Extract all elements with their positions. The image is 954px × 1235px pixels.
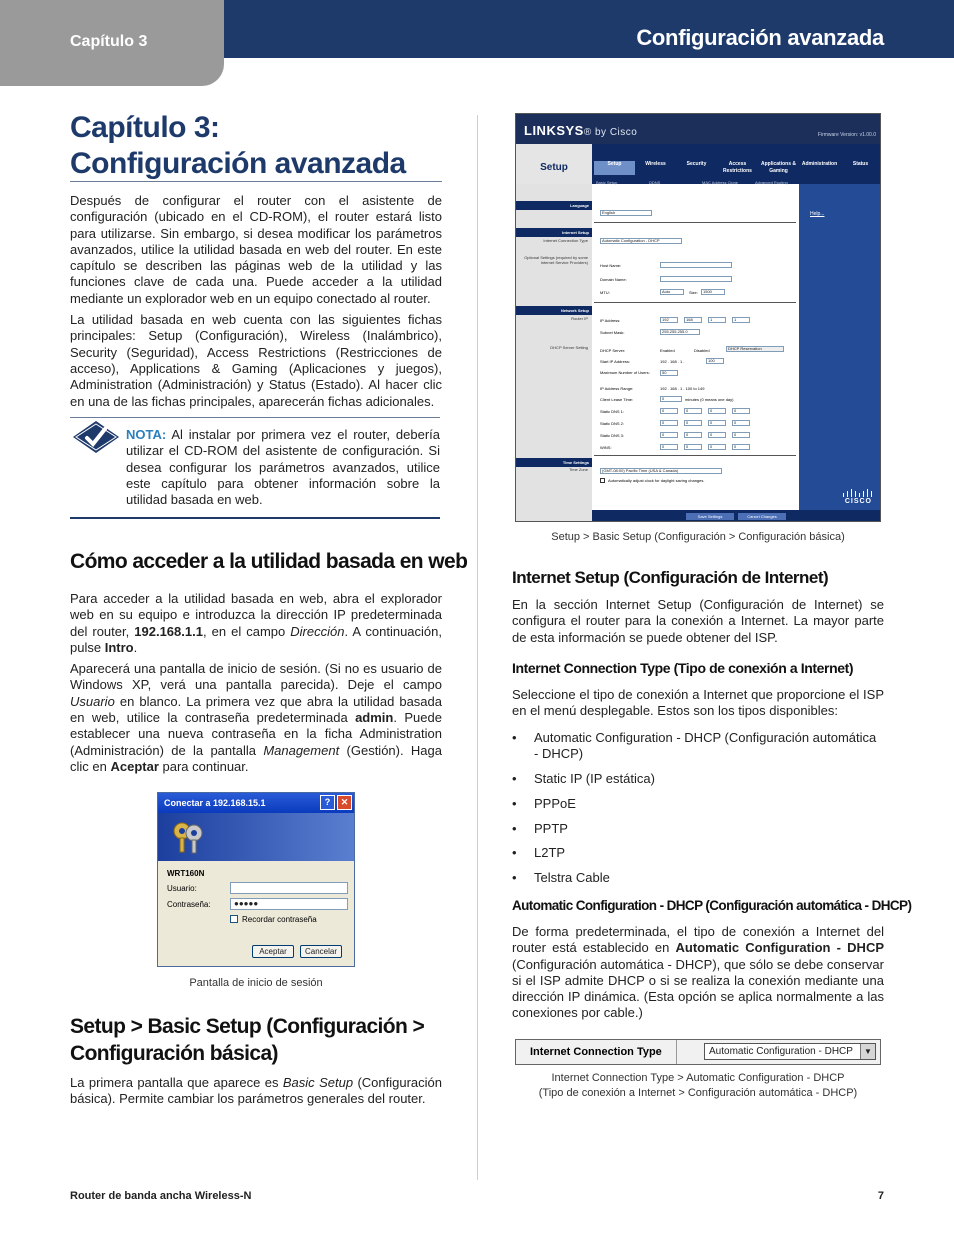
router-ip-label: Router IP [571,316,588,321]
dns2-octet-1[interactable]: 0 [660,420,678,426]
dns1-octet-2[interactable]: 0 [684,408,702,414]
tab-security[interactable]: Security [686,161,707,167]
basic-setup-heading-line1: Setup > Basic Setup (Configuración > [70,1015,425,1038]
tab-bar [594,161,881,175]
logo-text: LINKSYS [524,123,584,138]
intro-block [70,193,442,410]
language-select[interactable]: English [600,210,652,216]
chapter-tab-label: Capítulo 3 [70,33,148,50]
basic-setup-heading [70,1013,424,1067]
dst-label: Automatically adjust clock for daylight saving changes. [608,478,705,483]
ict-caption-line2: (Tipo de conexión a Internet > Configuración automática - DHCP) [538,1087,858,1099]
dns3-octet-4[interactable]: 0 [732,432,750,438]
access-paragraph-1 [70,591,442,656]
user-field-ref: Usuario [70,693,115,709]
tab-setup[interactable]: Setup [594,161,635,175]
auto-dhcp-paragraph [512,924,884,1022]
text-run: (Configuración básica). Permite cambiar los parámetros generales del router. [70,1075,443,1107]
ip-octet-2[interactable]: 168 [684,317,702,323]
optional-settings-label: Optional Settings (required by some Internet Service Providers) [524,255,588,265]
accept-ref: Aceptar [110,758,159,774]
cisco-logo: CISCO [844,498,872,505]
ip-octet-3[interactable]: 1 [708,317,726,323]
text-run: . A continuación, pulse [70,623,442,655]
remember-label: Recordar contraseña [242,915,317,924]
host-name-label: Host Name: [600,263,622,268]
time-zone-label: Time Zone [569,467,588,472]
separator [594,222,796,223]
text-run: para continuar. [158,758,249,774]
checkmark-icon [72,420,120,454]
subtab-basic-setup[interactable]: Basic Setup [596,180,618,185]
tab-wireless[interactable]: Wireless [645,161,666,167]
help-link[interactable]: Help... [810,211,825,217]
ip-range-value: 192 . 168 . 1 . 100 to 149 [660,386,705,391]
text-run: (Gestión). Haga clic en [70,742,442,774]
mtu-size-input[interactable]: 1500 [701,289,725,295]
wins-octet-4[interactable]: 0 [732,444,750,450]
subnet-mask-label: Subnet Mask: [600,330,625,335]
intro-paragraph-2: La utilidad basada en web cuenta con las siguientes fichas principales: Setup (Configuración), Wireless (Inalámbrico), Security (Seguridad), Access Restrictions (Restricciones de acceso), Applications & Gaming (Aplicaciones y juegos), Administration (Administración) y Status (Estado). Al hacer clic en una de las fichas principales, aparecerán fichas adicionales. [70,312,442,409]
dhcp-reservation-button[interactable]: DHCP Reservation [726,346,784,352]
login-titlebar [158,793,354,813]
ict-caption [515,1071,881,1101]
dns3-octet-1[interactable]: 0 [660,432,678,438]
domain-name-input[interactable] [660,276,732,282]
list-item: • Telstra Cable [512,870,884,886]
basic-setup-block [70,1075,442,1108]
internet-setup-heading: Internet Setup (Configuración de Internet) [512,568,829,587]
screenshot-help-column [799,184,881,522]
ict-caption-line1: Internet Connection Type > Automatic Configuration - DHCP [551,1072,845,1084]
dns2-octet-4[interactable]: 0 [732,420,750,426]
screenshot-button-bar [592,510,881,522]
tab-status[interactable]: Status [852,161,869,167]
access-heading: Cómo acceder a la utilidad basada en web [70,550,468,573]
login-caption: Pantalla de inicio de sesión [189,977,323,989]
chapter-title-line2: Configuración avanzada [70,147,406,180]
list-item: • L2TP [512,845,884,861]
chapter-tab [0,0,224,86]
dns2-octet-2[interactable]: 0 [684,420,702,426]
section-network-setup: Network Setup [516,306,592,315]
close-icon[interactable]: ✕ [337,795,352,810]
login-dialog-screenshot [157,792,355,967]
time-zone-select[interactable]: (GMT-08:00) Pacific Time (USA & Canada) [600,468,722,474]
remember-checkbox[interactable] [230,915,238,923]
ict-select[interactable]: Automatic Configuration - DHCP [600,238,682,244]
text-run: La primera pantalla que aparece es [70,1075,283,1090]
logo-suffix: ® by Cisco [583,127,638,138]
keys-icon [168,819,208,855]
access-paragraph-2 [70,661,442,775]
max-users-label: Maximum Number of Users: [600,370,650,375]
internet-setup-paragraph: En la sección Internet Setup (Configuración de Internet) se configura el router para la conexión a Internet. La mayor parte de esta información se puede obtener del ISP. [512,597,884,645]
ip-range-label: IP Address Range: [600,386,634,391]
setup-screenshot [515,113,881,522]
note-body: Al instalar por primera vez el router, debería utilizar el CD-ROM del asistente de configuración. Si desea configurar los parámetros avanzados, utilice este capítulo para obtener información sobre la utilidad basada en web. [126,427,440,508]
dhcp-disabled-radio[interactable]: Disabled [694,348,710,353]
lease-time-label: Client Lease Time: [600,397,634,402]
cisco-bars-icon [842,488,874,498]
title-rule [70,181,442,182]
dns3-octet-2[interactable]: 0 [684,432,702,438]
ict-paragraph: Seleccione el tipo de conexión a Internet que proporcione el ISP en el menú desplegable. Estos son los tipos disponibles: [512,687,884,719]
text-run: en blanco. La primera vez que abra la utilidad basada en web, utilice la contraseña predeterminada [70,693,442,726]
screenshot-topbar [516,114,881,144]
start-ip-input[interactable]: 100 [706,358,724,364]
ict-widget-value: Automatic Configuration - DHCP [709,1046,853,1057]
cancel-button[interactable]: Cancelar [300,945,342,958]
footer-product: Router de banda ancha Wireless-N [70,1190,252,1202]
password-input[interactable]: ●●●●● [230,898,348,910]
max-users-input[interactable]: 50 [660,370,678,376]
dns2-octet-3[interactable]: 0 [708,420,726,426]
enter-key-ref: Intro [104,639,134,655]
section-internet-setup: Internet Setup [516,228,592,237]
dns3-octet-3[interactable]: 0 [708,432,726,438]
list-item: • PPTP [512,821,884,837]
chapter-title [70,110,442,182]
note-text [126,427,440,508]
ok-button[interactable]: Aceptar [252,945,294,958]
basic-setup-heading-line2: Configuración básica) [70,1042,278,1065]
address-field-ref: Dirección [290,623,345,639]
auto-dhcp-block [512,924,884,1022]
start-ip-prefix: 192 . 168 . 1 . [660,359,685,364]
subtab-ddns[interactable]: DDNS [649,180,661,185]
text-run: Aparecerá una pantalla de inicio de sesión. (Si no es usuario de Windows XP, verá una pantalla parecida). Deje el campo [70,661,442,693]
dns3-label: Static DNS 3: [600,433,625,438]
dns1-octet-1[interactable]: 0 [660,408,678,414]
mtu-size-label: Size: [689,290,698,295]
ict-block [512,687,884,720]
cancel-changes-button[interactable]: Cancel Changes [738,513,786,520]
ip-address-label: IP Address: [600,318,621,323]
default-password: admin [355,710,394,726]
start-ip-label: Start IP Address: [600,359,630,364]
text-run: Para acceder a la utilidad basada en web, abra el explorador web en su equipo e introduzca la dirección IP predeterminada del router, [70,591,442,639]
default-ip: 192.168.1.1 [134,623,203,639]
subnet-mask-select[interactable]: 255.255.255.0 [660,329,700,335]
subtab-advanced-routing[interactable]: Advanced Routing [755,180,788,185]
dns1-octet-3[interactable]: 0 [708,408,726,414]
dns1-label: Static DNS 1: [600,409,625,414]
ict-widget-label: Internet Connection Type [530,1046,662,1058]
ict-widget-divider [676,1040,677,1064]
user-label: Usuario: [167,884,197,893]
dns1-octet-4[interactable]: 0 [732,408,750,414]
text-run: De forma predeterminada, el tipo de conexión a Internet del router está establecido en [512,924,884,956]
ict-widget-select[interactable] [704,1043,876,1060]
ict-types-list [512,730,884,895]
tab-administration[interactable]: Administration [801,161,838,167]
login-title: Conectar a 192.168.15.1 [164,798,266,808]
dhcp-setting-label: DHCP Server Setting [550,345,588,350]
lease-time-input[interactable]: 0 [660,396,682,402]
setup-caption: Setup > Basic Setup (Configuración > Configuración básica) [551,531,845,543]
auto-dhcp-heading: Automatic Configuration - DHCP (Configuración automática - DHCP) [512,898,912,913]
wins-octet-1[interactable]: 0 [660,444,678,450]
password-label: Contraseña: [167,900,211,909]
host-name-input[interactable] [660,262,732,268]
text-run: . [133,639,138,655]
note-bottom-rule [70,517,440,519]
intro-paragraph-1: Después de configurar el router con el asistente de configuración (ubicado en el CD-ROM), el router estará listo para utilizarse. Sin embargo, si desea modificar los parámetros avanzados, utilice la utilidad basada en web del router. En este capítulo se describen las páginas web de la utilidad y las funciones clave de cada una. Puede acceder a la utilidad mediante un explorador web en un equipo conectado al router. [70,193,442,306]
list-item: • PPPoE [512,796,884,812]
dns2-label: Static DNS 2: [600,421,625,426]
subtab-bar [596,180,808,185]
dhcp-enabled-radio[interactable]: Enabled [660,348,675,353]
auto-dhcp-strong: Automatic Configuration - DHCP [675,940,885,956]
chevron-down-icon[interactable]: ▼ [860,1044,875,1059]
ip-octet-1[interactable]: 192 [660,317,678,323]
list-item: • Static IP (IP estática) [512,771,884,787]
section-title: Configuración avanzada [636,25,884,50]
management-ref: Management [263,742,340,758]
tab-access-restrictions[interactable]: Access Restrictions [723,161,752,174]
login-banner [158,813,354,861]
save-settings-button[interactable]: Save Settings [686,513,734,520]
ip-octet-4[interactable]: 1 [732,317,750,323]
lease-time-unit: minutes (0 means one day) [685,397,734,402]
user-input[interactable] [230,882,348,894]
text-run: (Configuración automática - DHCP), que sólo se debe conservar si el ISP admite DHCP o si se realiza la conexión mediante una dirección IP dinámica. (Esta opción se aplica normalmente a las conexiones por cable.) [512,956,884,1021]
chapter-title-line1: Capítulo 3: [70,111,220,144]
text-run: . Puede establecer una nueva contraseña en la ficha Administration (Administración) de la pantalla [70,710,442,758]
wins-octet-2[interactable]: 0 [684,444,702,450]
text-run: , en el campo [202,623,291,639]
subtab-mac-clone[interactable]: MAC Address Clone [702,180,739,185]
list-item: • Automatic Configuration - DHCP (Configuración automática - DHCP) [512,730,884,763]
dhcp-server-label: DHCP Server: [600,348,626,353]
wins-label: WINS: [600,445,612,450]
setup-label: Setup [516,144,592,184]
column-divider [477,115,478,1180]
help-icon[interactable]: ? [320,795,335,810]
ict-heading: Internet Connection Type (Tipo de conexión a Internet) [512,660,854,676]
ict-left-label: Internet Connection Type [543,238,588,243]
internet-setup-block [512,597,884,646]
basic-setup-paragraph [70,1075,442,1108]
linksys-logo [524,123,637,138]
separator [594,302,796,303]
section-time-settings: Time Settings [516,458,592,467]
mtu-select[interactable]: Auto [660,289,684,295]
mtu-label: MTU: [600,290,610,295]
firmware-version: Firmware Version: v1.00.0 [817,132,876,138]
basic-setup-ref: Basic Setup [282,1075,354,1090]
access-block [70,591,442,775]
separator [594,455,796,456]
dst-checkbox[interactable] [600,478,605,483]
ict-widget-screenshot [515,1039,881,1065]
wins-octet-3[interactable]: 0 [708,444,726,450]
page-number: 7 [877,1190,884,1202]
device-name: WRT160N [167,869,205,878]
domain-name-label: Domain Name: [600,277,627,282]
section-language: Language [516,201,592,210]
note-top-rule [70,417,440,418]
note-label: NOTA: [126,427,167,442]
tab-applications-gaming[interactable]: Applications & Gaming [760,161,796,174]
